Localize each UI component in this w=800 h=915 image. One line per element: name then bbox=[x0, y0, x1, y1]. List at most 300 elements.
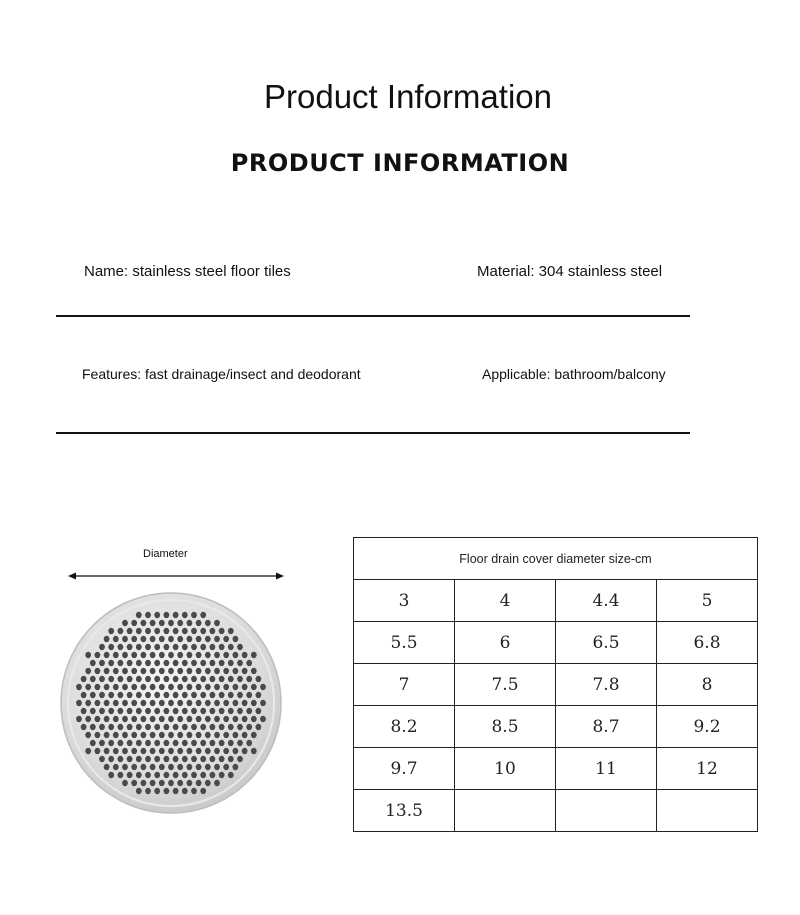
divider bbox=[56, 432, 690, 434]
drain-hole bbox=[223, 652, 229, 658]
table-cell: 7.8 bbox=[556, 664, 657, 706]
drain-hole bbox=[196, 716, 202, 722]
table-cell bbox=[657, 790, 758, 832]
drain-hole bbox=[233, 764, 239, 770]
drain-hole bbox=[223, 732, 229, 738]
drain-hole bbox=[233, 716, 239, 722]
drain-hole bbox=[200, 660, 206, 666]
drain-hole bbox=[108, 676, 114, 682]
drain-hole bbox=[108, 772, 114, 778]
page-title: Product Information bbox=[264, 78, 552, 115]
drain-hole bbox=[99, 756, 105, 762]
drain-hole bbox=[242, 716, 248, 722]
drain-hole bbox=[159, 700, 165, 706]
drain-hole bbox=[145, 772, 151, 778]
drain-hole bbox=[95, 700, 101, 706]
drain-hole bbox=[122, 700, 128, 706]
drain-hole bbox=[85, 668, 91, 674]
drain-hole bbox=[187, 780, 193, 786]
drain-hole bbox=[187, 620, 193, 626]
drain-hole bbox=[164, 692, 170, 698]
drain-hole bbox=[104, 652, 110, 658]
drain-hole bbox=[145, 756, 151, 762]
drain-hole bbox=[118, 660, 124, 666]
drain-hole bbox=[177, 716, 183, 722]
drain-hole bbox=[131, 652, 137, 658]
drain-hole bbox=[210, 740, 216, 746]
table-cell: 8.2 bbox=[354, 706, 455, 748]
drain-hole bbox=[154, 740, 160, 746]
drain-hole bbox=[246, 708, 252, 714]
drain-hole bbox=[81, 692, 87, 698]
table-cell: 5.5 bbox=[354, 622, 455, 664]
drain-hole bbox=[200, 756, 206, 762]
drain-cover-image bbox=[60, 592, 282, 814]
table-cell: 3 bbox=[354, 580, 455, 622]
drain-hole bbox=[187, 700, 193, 706]
drain-hole bbox=[246, 660, 252, 666]
drain-hole bbox=[233, 636, 239, 642]
drain-hole bbox=[228, 660, 234, 666]
drain-hole bbox=[214, 620, 220, 626]
drain-hole bbox=[219, 724, 225, 730]
drain-hole bbox=[223, 764, 229, 770]
table-cell: 13.5 bbox=[354, 790, 455, 832]
drain-hole bbox=[210, 708, 216, 714]
drain-hole bbox=[187, 668, 193, 674]
drain-hole bbox=[113, 700, 119, 706]
drain-hole bbox=[256, 692, 262, 698]
drain-hole bbox=[145, 708, 151, 714]
table-cell: 8 bbox=[657, 664, 758, 706]
drain-hole bbox=[141, 780, 147, 786]
drain-hole bbox=[173, 756, 179, 762]
table-cell: 7.5 bbox=[455, 664, 556, 706]
drain-hole bbox=[154, 660, 160, 666]
drain-hole bbox=[214, 780, 220, 786]
drain-hole bbox=[131, 748, 137, 754]
drain-hole bbox=[200, 692, 206, 698]
drain-hole bbox=[122, 748, 128, 754]
drain-hole bbox=[187, 636, 193, 642]
drain-hole bbox=[251, 716, 257, 722]
drain-hole bbox=[150, 732, 156, 738]
drain-hole bbox=[182, 628, 188, 634]
drain-hole bbox=[191, 644, 197, 650]
drain-hole bbox=[76, 716, 82, 722]
drain-hole bbox=[95, 716, 101, 722]
drain-hole bbox=[154, 676, 160, 682]
drain-hole bbox=[196, 652, 202, 658]
drain-hole bbox=[228, 692, 234, 698]
table-cell: 12 bbox=[657, 748, 758, 790]
drain-hole bbox=[113, 652, 119, 658]
drain-hole bbox=[150, 716, 156, 722]
drain-hole bbox=[131, 780, 137, 786]
drain-hole bbox=[251, 732, 257, 738]
table-cell: 5 bbox=[657, 580, 758, 622]
drain-hole bbox=[200, 708, 206, 714]
drain-hole bbox=[191, 772, 197, 778]
drain-hole bbox=[76, 700, 82, 706]
drain-hole bbox=[95, 748, 101, 754]
drain-hole bbox=[108, 708, 114, 714]
drain-hole bbox=[108, 644, 114, 650]
drain-hole bbox=[136, 756, 142, 762]
drain-hole bbox=[205, 748, 211, 754]
drain-hole bbox=[141, 732, 147, 738]
drain-hole bbox=[108, 628, 114, 634]
drain-hole bbox=[177, 636, 183, 642]
drain-hole bbox=[242, 684, 248, 690]
drain-hole bbox=[145, 724, 151, 730]
drain-hole bbox=[141, 668, 147, 674]
drain-hole bbox=[205, 668, 211, 674]
drain-hole bbox=[205, 652, 211, 658]
drain-hole bbox=[219, 692, 225, 698]
drain-hole bbox=[219, 628, 225, 634]
drain-hole bbox=[122, 652, 128, 658]
drain-hole bbox=[136, 644, 142, 650]
drain-hole bbox=[214, 764, 220, 770]
drain-hole bbox=[108, 660, 114, 666]
drain-hole bbox=[136, 724, 142, 730]
drain-hole bbox=[141, 620, 147, 626]
spec-features: Features: fast drainage/insect and deodorant bbox=[82, 366, 361, 382]
drain-hole bbox=[200, 772, 206, 778]
drain-hole bbox=[122, 716, 128, 722]
drain-hole bbox=[205, 684, 211, 690]
drain-hole bbox=[118, 772, 124, 778]
drain-hole bbox=[196, 780, 202, 786]
drain-hole bbox=[113, 684, 119, 690]
table-cell: 8.7 bbox=[556, 706, 657, 748]
drain-hole bbox=[150, 780, 156, 786]
drain-hole bbox=[251, 700, 257, 706]
drain-hole bbox=[246, 740, 252, 746]
drain-hole bbox=[168, 780, 174, 786]
drain-hole bbox=[113, 764, 119, 770]
drain-hole bbox=[173, 772, 179, 778]
table-row bbox=[354, 622, 758, 664]
drain-hole bbox=[205, 716, 211, 722]
drain-hole bbox=[251, 684, 257, 690]
drain-hole bbox=[256, 708, 262, 714]
drain-hole bbox=[223, 636, 229, 642]
drain-hole bbox=[122, 668, 128, 674]
drain-hole bbox=[145, 740, 151, 746]
drain-hole bbox=[131, 668, 137, 674]
drain-hole bbox=[104, 684, 110, 690]
table-cell: 9.7 bbox=[354, 748, 455, 790]
drain-hole bbox=[228, 756, 234, 762]
drain-hole bbox=[141, 636, 147, 642]
table-cell: 4.4 bbox=[556, 580, 657, 622]
drain-hole bbox=[154, 724, 160, 730]
drain-hole bbox=[113, 668, 119, 674]
drain-hole bbox=[159, 780, 165, 786]
drain-hole bbox=[177, 732, 183, 738]
drain-hole bbox=[191, 708, 197, 714]
drain-hole bbox=[187, 652, 193, 658]
drain-hole bbox=[118, 740, 124, 746]
drain-hole bbox=[99, 724, 105, 730]
drain-hole bbox=[228, 724, 234, 730]
drain-hole bbox=[210, 628, 216, 634]
drain-hole bbox=[136, 676, 142, 682]
drain-hole bbox=[127, 660, 133, 666]
drain-hole bbox=[99, 692, 105, 698]
drain-hole bbox=[159, 748, 165, 754]
drain-hole bbox=[191, 788, 197, 794]
drain-hole bbox=[150, 764, 156, 770]
drain-hole bbox=[150, 684, 156, 690]
drain-hole bbox=[85, 716, 91, 722]
diameter-label: Diameter bbox=[143, 548, 188, 560]
drain-hole bbox=[118, 708, 124, 714]
drain-hole bbox=[145, 644, 151, 650]
drain-hole bbox=[191, 724, 197, 730]
drain-hole bbox=[177, 668, 183, 674]
drain-hole bbox=[182, 724, 188, 730]
drain-hole bbox=[228, 740, 234, 746]
drain-hole bbox=[242, 748, 248, 754]
drain-hole bbox=[233, 684, 239, 690]
drain-hole bbox=[141, 716, 147, 722]
drain-hole bbox=[164, 644, 170, 650]
drain-hole bbox=[150, 748, 156, 754]
drain-hole bbox=[177, 748, 183, 754]
drain-hole bbox=[159, 620, 165, 626]
drain-hole bbox=[177, 764, 183, 770]
drain-hole bbox=[164, 676, 170, 682]
drain-hole bbox=[95, 668, 101, 674]
drain-hole bbox=[260, 700, 266, 706]
drain-hole bbox=[141, 684, 147, 690]
drain-hole bbox=[196, 668, 202, 674]
drain-hole bbox=[173, 740, 179, 746]
drain-hole bbox=[127, 708, 133, 714]
drain-hole bbox=[113, 732, 119, 738]
drain-hole bbox=[159, 652, 165, 658]
drain-hole bbox=[191, 692, 197, 698]
drain-hole bbox=[191, 628, 197, 634]
drain-hole bbox=[108, 756, 114, 762]
drain-hole bbox=[168, 732, 174, 738]
drain-hole bbox=[159, 684, 165, 690]
drain-hole bbox=[205, 764, 211, 770]
diameter-arrow-icon bbox=[68, 570, 284, 582]
drain-hole bbox=[99, 740, 105, 746]
drain-hole bbox=[237, 708, 243, 714]
drain-hole bbox=[205, 620, 211, 626]
drain-hole bbox=[187, 748, 193, 754]
table-cell: 6 bbox=[455, 622, 556, 664]
table-cell bbox=[556, 790, 657, 832]
drain-hole bbox=[251, 652, 257, 658]
drain-hole bbox=[159, 716, 165, 722]
drain-hole bbox=[182, 772, 188, 778]
drain-hole bbox=[127, 756, 133, 762]
drain-hole bbox=[104, 764, 110, 770]
drain-hole bbox=[196, 620, 202, 626]
drain-hole bbox=[113, 748, 119, 754]
drain-hole bbox=[168, 684, 174, 690]
drain-hole bbox=[159, 668, 165, 674]
drain-hole bbox=[118, 692, 124, 698]
drain-hole bbox=[168, 652, 174, 658]
drain-hole bbox=[233, 748, 239, 754]
drain-hole bbox=[210, 772, 216, 778]
drain-hole bbox=[219, 644, 225, 650]
drain-hole bbox=[228, 644, 234, 650]
drain-hole bbox=[214, 636, 220, 642]
drain-hole bbox=[131, 716, 137, 722]
drain-hole bbox=[187, 684, 193, 690]
drain-hole bbox=[141, 764, 147, 770]
spec-name: Name: stainless steel floor tiles bbox=[84, 263, 291, 280]
drain-hole bbox=[168, 620, 174, 626]
drain-hole bbox=[182, 692, 188, 698]
drain-hole bbox=[256, 724, 262, 730]
drain-hole bbox=[177, 652, 183, 658]
drain-hole bbox=[154, 708, 160, 714]
drain-hole bbox=[182, 708, 188, 714]
drain-hole bbox=[228, 628, 234, 634]
drain-hole bbox=[177, 700, 183, 706]
drain-hole bbox=[90, 724, 96, 730]
drain-hole bbox=[187, 764, 193, 770]
drain-hole bbox=[205, 732, 211, 738]
drain-hole bbox=[90, 676, 96, 682]
drain-hole bbox=[104, 748, 110, 754]
drain-hole bbox=[136, 628, 142, 634]
drain-hole bbox=[154, 756, 160, 762]
drain-hole bbox=[127, 740, 133, 746]
table-cell: 8.5 bbox=[455, 706, 556, 748]
drain-hole bbox=[182, 676, 188, 682]
drain-hole bbox=[223, 684, 229, 690]
drain-hole bbox=[99, 644, 105, 650]
drain-hole bbox=[200, 676, 206, 682]
table-cell: 6.8 bbox=[657, 622, 758, 664]
drain-hole bbox=[159, 636, 165, 642]
drain-hole bbox=[214, 732, 220, 738]
drain-hole bbox=[136, 788, 142, 794]
drain-hole bbox=[214, 748, 220, 754]
drain-hole bbox=[237, 724, 243, 730]
drain-hole bbox=[191, 740, 197, 746]
drain-hole bbox=[85, 652, 91, 658]
drain-hole bbox=[191, 756, 197, 762]
drain-hole bbox=[150, 636, 156, 642]
drain-hole bbox=[214, 716, 220, 722]
drain-hole bbox=[223, 668, 229, 674]
drain-hole bbox=[164, 708, 170, 714]
drain-hole bbox=[81, 708, 87, 714]
drain-hole bbox=[164, 756, 170, 762]
table-row bbox=[354, 706, 758, 748]
drain-hole bbox=[104, 668, 110, 674]
drain-hole bbox=[196, 700, 202, 706]
drain-hole bbox=[113, 716, 119, 722]
drain-hole bbox=[168, 716, 174, 722]
drain-hole bbox=[145, 676, 151, 682]
drain-hole bbox=[219, 740, 225, 746]
drain-hole bbox=[141, 700, 147, 706]
drain-hole bbox=[237, 756, 243, 762]
drain-hole bbox=[136, 708, 142, 714]
drain-hole bbox=[223, 700, 229, 706]
drain-hole bbox=[168, 636, 174, 642]
drain-hole bbox=[246, 676, 252, 682]
drain-hole bbox=[205, 636, 211, 642]
drain-hole bbox=[108, 692, 114, 698]
drain-hole bbox=[187, 732, 193, 738]
drain-hole bbox=[81, 676, 87, 682]
drain-hole bbox=[150, 620, 156, 626]
drain-hole bbox=[164, 660, 170, 666]
drain-hole bbox=[85, 700, 91, 706]
page-subtitle: PRODUCT INFORMATION bbox=[230, 149, 570, 177]
spec-material: Material: 304 stainless steel bbox=[477, 263, 663, 280]
drain-hole bbox=[173, 676, 179, 682]
drain-hole bbox=[182, 660, 188, 666]
drain-hole bbox=[168, 700, 174, 706]
drain-hole bbox=[122, 732, 128, 738]
drain-hole bbox=[168, 748, 174, 754]
drain-hole bbox=[196, 732, 202, 738]
drain-hole bbox=[251, 668, 257, 674]
drain-hole bbox=[122, 636, 128, 642]
drain-hole bbox=[242, 668, 248, 674]
drain-hole bbox=[90, 740, 96, 746]
drain-hole bbox=[173, 708, 179, 714]
drain-hole bbox=[205, 700, 211, 706]
table-cell: 7 bbox=[354, 664, 455, 706]
drain-hole bbox=[196, 748, 202, 754]
drain-hole bbox=[76, 684, 82, 690]
drain-hole bbox=[127, 692, 133, 698]
drain-hole bbox=[164, 788, 170, 794]
drain-hole bbox=[237, 676, 243, 682]
drain-hole bbox=[127, 644, 133, 650]
drain-hole bbox=[219, 708, 225, 714]
drain-hole bbox=[131, 620, 137, 626]
drain-hole bbox=[99, 660, 105, 666]
drain-hole bbox=[233, 652, 239, 658]
drain-hole bbox=[131, 732, 137, 738]
drain-hole bbox=[85, 684, 91, 690]
drain-hole bbox=[196, 684, 202, 690]
drain-hole bbox=[214, 668, 220, 674]
drain-hole bbox=[104, 716, 110, 722]
drain-hole bbox=[237, 644, 243, 650]
drain-hole bbox=[191, 676, 197, 682]
drain-hole bbox=[95, 684, 101, 690]
drain-hole bbox=[145, 628, 151, 634]
drain-hole bbox=[210, 692, 216, 698]
drain-hole bbox=[141, 652, 147, 658]
drain-hole bbox=[200, 644, 206, 650]
drain-hole bbox=[223, 748, 229, 754]
drain-hole bbox=[90, 660, 96, 666]
drain-hole bbox=[164, 612, 170, 618]
drain-hole bbox=[122, 620, 128, 626]
drain-hole bbox=[182, 788, 188, 794]
drain-hole bbox=[228, 772, 234, 778]
drain-hole bbox=[214, 652, 220, 658]
